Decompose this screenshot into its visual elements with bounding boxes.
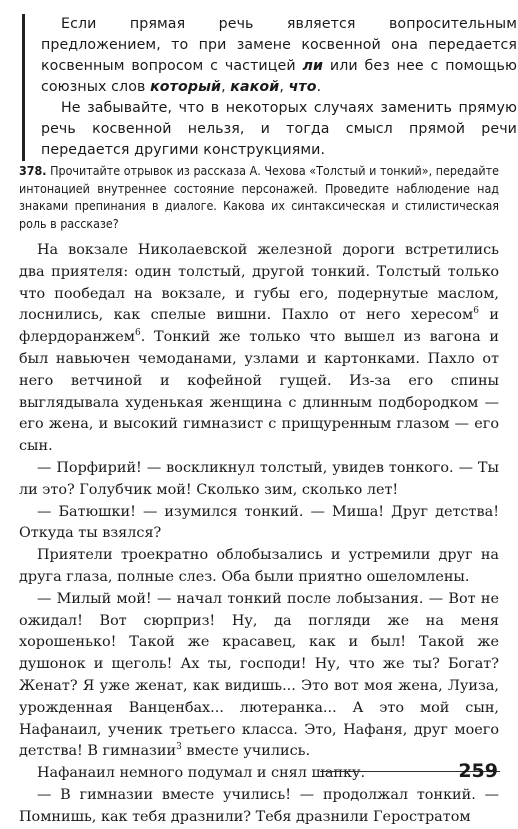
footnote-marker: 6: [135, 328, 141, 339]
exercise-instructions: Прочитайте отрывок из рассказа А. Чехова «Толстый и тонкий», передайте интонацией внутреннее состояние персонажей. Проведите наблюдение над знаками препинания в диалоге. Какова их синтаксическая и стилистическая роль в рассказе?: [19, 163, 499, 231]
page-number: 259: [458, 760, 498, 782]
dialogue-line: — Порфирий! — воскликнул толстый, увидев тонкого. — Ты ли это? Голубчик мой! Сколько зим, сколько лет!: [19, 459, 499, 498]
footnote-marker: 3: [176, 742, 182, 753]
rule-period: .: [316, 79, 322, 95]
dialogue-line: [19, 589, 499, 763]
exercise-number: 378.: [19, 163, 47, 178]
rule-term-kotoryj: который: [150, 79, 222, 95]
footnote-marker: 6: [473, 306, 479, 317]
rule-paragraph-1: [41, 14, 517, 98]
rule-text: или без нее с помощью союзных слов: [41, 58, 517, 95]
story-paragraph: Нафанаил немного подумал и снял шапку.: [37, 765, 366, 782]
rule-text: Если прямая речь является вопросительным предложением, то при замене косвенной она передается косвенным вопросом с частицей: [41, 16, 517, 74]
rule-separator: ,: [279, 79, 289, 95]
rule-term-kakoj: какой: [230, 79, 280, 95]
rule-term-li: ли: [302, 58, 324, 74]
story-text: вместе учились.: [181, 743, 311, 760]
dialogue-line: — Батюшки! — изумился тонкий. — Миша! Друг детства! Откуда ты взялся?: [19, 503, 499, 542]
story-text: На вокзале Николаевской железной дороги встретились два приятеля: один толстый, другой тонкий. Толстый только что пообедал на вокзале, и губы его, подернутые маслом, лоснились, как спелые вишни. Пахло от него хересом: [19, 242, 499, 324]
story-text: . Тонкий же только что вышел из вагона и был навьючен чемоданами, узлами и картонками. Пахло от него ветчиной и кофейной гущей. Из-за его спины выглядывала худенькая женщина с длинным подбородком — его жена, и высокий гимназист с прищуренным глазом — его сын.: [19, 329, 499, 455]
exercise-task: [19, 162, 499, 232]
story-excerpt: [19, 240, 499, 829]
story-text: — Милый мой! — начал тонкий после лобызания. — Вот не ожидал! Вот сюрприз! Ну, да погляди же на меня хорошенько! Такой же красавец, как и был! Такой же душонок и щеголь! Ах ты, господи! Ну, что же ты? Богат? Женат? Я уже женат, как видишь... Это вот моя жена, Луиза, урожденная Ванценбах... лютеранка... А это мой сын, Нафанаил, ученик третьего класса. Это, Нафаня, друг моего детства! В гимназии: [19, 590, 499, 760]
story-paragraph: Приятели троекратно облобызались и устремили друг на друга глаза, полные слез. Оба были приятно ошеломлены.: [19, 547, 499, 585]
rule-term-chto: что: [288, 79, 317, 95]
dialogue-line: — В гимназии вместе учились! — продолжал тонкий. — Помнишь, как тебя дразнили? Тебя дразнили Геростратом: [19, 786, 499, 825]
rule-paragraph-2: Не забывайте, что в некоторых случаях заменить прямую речь косвенной нельзя, и тогда смысл прямой речи передается другими конструкциями.: [41, 100, 517, 158]
story-text: и флердоранжем: [19, 307, 499, 346]
rule-separator: ,: [221, 79, 231, 95]
grammar-rule-box: [22, 14, 517, 161]
story-paragraph: [19, 240, 499, 458]
